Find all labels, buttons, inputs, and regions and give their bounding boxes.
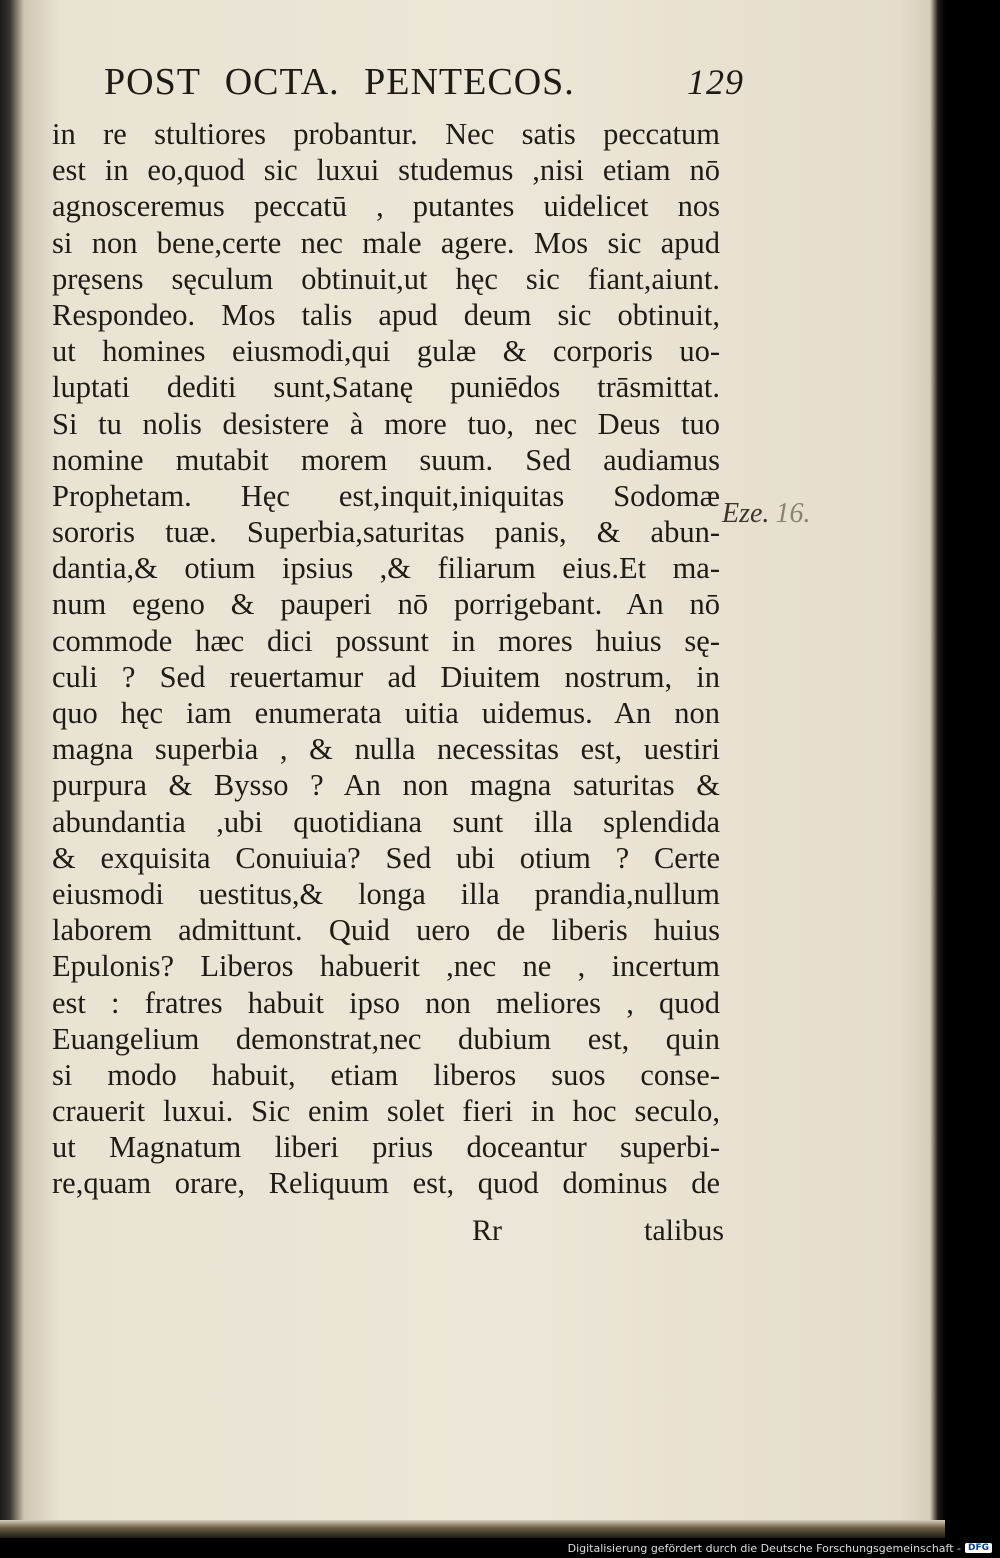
text-line: ut Magnatum liberi prius doceantur superbi- bbox=[52, 1130, 720, 1165]
page-number: 129 bbox=[687, 62, 744, 102]
text-line: & exquisita Conuiuia? Sed ubi otium ? Certe bbox=[52, 840, 720, 875]
text-line: eiusmodi uestitus,& longa illa prandia,nullum bbox=[52, 876, 720, 911]
credit-text: Digitalisierung gefördert durch die Deutsche Forschungsgemeinschaft - bbox=[567, 1541, 961, 1555]
text-line: est in eo,quod sic luxui studemus ,nisi etiam nō bbox=[52, 153, 720, 188]
text-line: Euangelium demonstrat,nec dubium est, quin bbox=[52, 1021, 720, 1056]
dfg-logo: DFG bbox=[965, 1543, 992, 1553]
digitization-credit bbox=[568, 1540, 992, 1556]
catchword: talibus bbox=[644, 1214, 724, 1247]
text-line: culi ? Sed reuertamur ad Diuitem nostrum, in bbox=[52, 659, 720, 694]
text-line: Epulonis? Liberos habuerit ,nec ne , incertum bbox=[52, 949, 720, 984]
page-bottom-edge bbox=[0, 1520, 945, 1538]
text-line: crauerit luxui. Sic enim solet fieri in hoc seculo, bbox=[52, 1094, 720, 1129]
signature-mark: Rr bbox=[472, 1214, 502, 1247]
catchline bbox=[52, 1214, 724, 1254]
text-line: in re stultiores probantur. Nec satis peccatum bbox=[52, 117, 720, 151]
text-line: laborem admittunt. Quid uero de liberis huius bbox=[52, 913, 720, 948]
marginal-chapter-number: 16. bbox=[775, 498, 811, 529]
text-line: ut homines eiusmodi,qui gulæ & corporis uo- bbox=[52, 334, 720, 369]
text-line: sororis tuæ. Superbia,saturitas panis, & abun- bbox=[52, 515, 720, 550]
body-text bbox=[52, 116, 720, 1202]
text-line: commode hæc dici possunt in mores huius sę- bbox=[52, 623, 720, 658]
text-line: si non bene,certe nec male agere. Mos sic apud bbox=[52, 225, 720, 260]
text-line: magna superbia , & nulla necessitas est, uestiri bbox=[52, 732, 720, 767]
text-line: pręsens sęculum obtinuit,ut hęc sic fiant,aiunt. bbox=[52, 261, 720, 296]
text-line: abundantia ,ubi quotidiana sunt illa splendida bbox=[52, 804, 720, 839]
text-line: Respondeo. Mos talis apud deum sic obtinuit, bbox=[52, 297, 720, 332]
running-head: POST OCTA. PENTECOS. bbox=[104, 61, 575, 103]
text-line: re,quam orare, Reliquum est, quod dominus de bbox=[52, 1166, 720, 1201]
text-line: quo hęc iam enumerata uitia uidemus. An non bbox=[52, 696, 720, 730]
text-line: dantia,& otium ipsius ,& filiarum eius.Et ma- bbox=[52, 551, 720, 586]
text-line: purpura & Bysso ? An non magna saturitas & bbox=[52, 768, 720, 803]
text-line: si modo habuit, etiam liberos suos conse- bbox=[52, 1057, 720, 1092]
text-line: agnosceremus peccatū , putantes uidelicet nos bbox=[52, 189, 720, 224]
marginal-reference: Eze. bbox=[722, 498, 770, 529]
text-line: Prophetam. Hęc est,inquit,iniquitas Sodomæ bbox=[52, 478, 720, 513]
text-line: Si tu nolis desistere à more tuo, nec Deus tuo bbox=[52, 406, 720, 441]
text-line: luptati dediti sunt,Satanę puniēdos trāsmittat. bbox=[52, 370, 720, 405]
page-header bbox=[104, 60, 744, 110]
text-line: est : fratres habuit ipso non meliores , quod bbox=[52, 985, 720, 1020]
marginal-note bbox=[722, 498, 810, 530]
text-line: nomine mutabit morem suum. Sed audiamus bbox=[52, 442, 720, 477]
text-line: num egeno & pauperi nō porrigebant. An nō bbox=[52, 587, 720, 622]
